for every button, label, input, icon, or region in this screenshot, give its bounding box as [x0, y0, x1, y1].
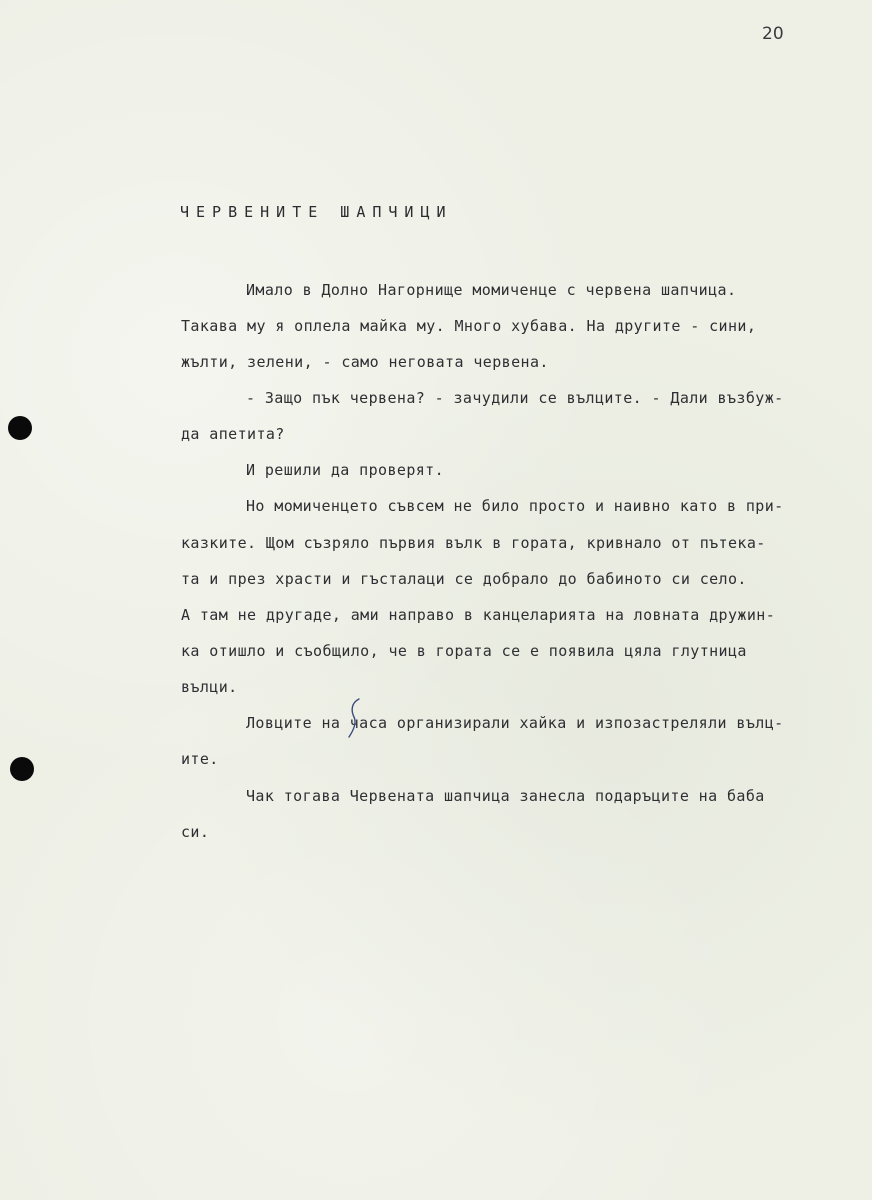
story-title: ЧЕРВЕНИТЕ ШАПЧИЦИ [180, 203, 453, 221]
text-line-10: А там не другаде, ами направо в канцеларията на ловната дружин- [181, 606, 776, 624]
text-line-15: Чак тогава Червената шапчица занесла подаръците на баба [246, 787, 765, 805]
text-line-16: си. [181, 823, 210, 841]
text-line-6: И решили да проверят. [246, 461, 445, 479]
text-line-7: Но момиченцето съвсем не било просто и наивно като в при- [246, 497, 784, 515]
text-line-2: Такава му я оплела майка му. Много хубава. На другите - сини, [181, 317, 757, 335]
punch-hole-bottom [10, 757, 34, 781]
text-line-12: вълци. [181, 678, 238, 696]
punch-hole-top [8, 416, 32, 440]
text-line-5: да апетита? [181, 425, 285, 443]
text-line-14: ите. [181, 750, 219, 768]
text-line-9: та и през храсти и гъсталаци се добрало до бабиното си село. [181, 570, 747, 588]
handwritten-bracket-mark [345, 697, 367, 741]
text-line-1: Имало в Долно Нагорнище момиченце с червена шапчица. [246, 281, 737, 299]
text-line-13: Ловците на часа организирали хайка и изпозастреляли вълц- [246, 714, 784, 732]
text-line-3: жълти, зелени, - само неговата червена. [181, 353, 549, 371]
page-number: 20 [762, 24, 784, 44]
text-line-8: казките. Щом съзряло първия вълк в гората, кривнало от пътека- [181, 534, 766, 552]
text-line-11: ка отишло и съобщило, че в гората се е появила цяла глутница [181, 642, 747, 660]
text-line-4: - Защо пък червена? - зачудили се вълците. - Дали възбуж- [246, 389, 784, 407]
